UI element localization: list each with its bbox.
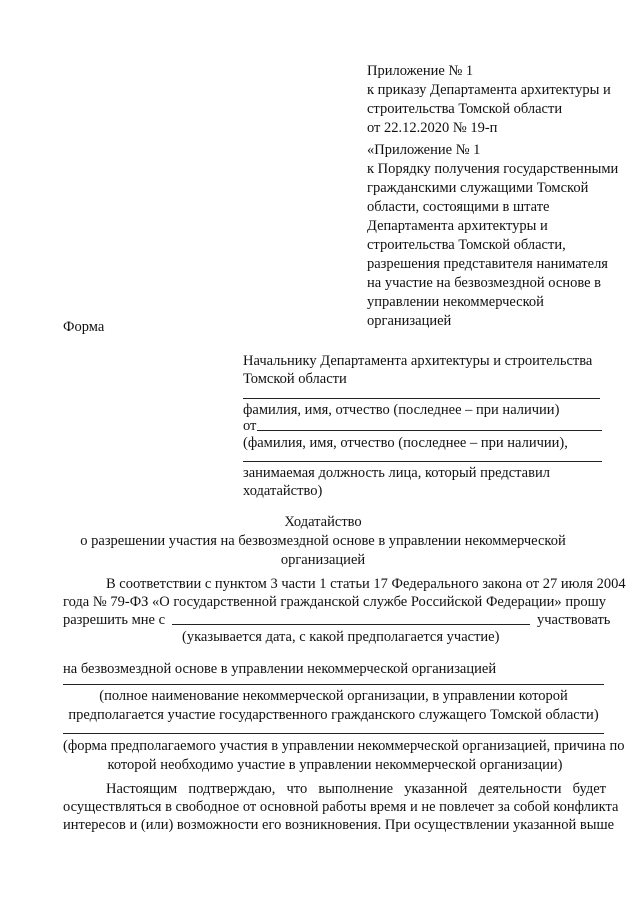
appendix-line: строительства Томской области (367, 101, 563, 117)
appendix-line: управлении некоммерческой (367, 294, 544, 310)
appendix-header (367, 62, 611, 138)
appendix-line: разрешения представителя нанимателя (367, 256, 608, 272)
appendix-line: области, состоящими в штате (367, 199, 550, 215)
body-line: участвовать (537, 612, 611, 628)
appendix-line: от 22.12.2020 № 19-п (367, 120, 498, 136)
body-line: на безвозмездной основе в управлении некоммерческой организацией (63, 661, 497, 677)
from-label: от (243, 418, 257, 434)
appendix-line: к приказу Департамента архитектуры и (367, 82, 611, 98)
field-hint-block (63, 687, 604, 725)
title-line: Ходатайство (284, 514, 362, 530)
form-label: Форма (63, 319, 105, 335)
appendix-line: Приложение № 1 (367, 63, 474, 79)
appendix-line: организацией (367, 313, 452, 329)
fill-line (63, 733, 604, 734)
fill-line (257, 430, 602, 431)
fill-line (243, 461, 602, 462)
appendix-line: «Приложение № 1 (367, 142, 481, 158)
field-hint: которой необходимо участие в управлении некоммерческой организации) (107, 757, 563, 773)
addressee-line: Томской области (243, 371, 347, 387)
field-hint: фамилия, имя, отчество (последнее – при наличии) (243, 402, 560, 418)
body-line: осуществляться в свободное от основной работы время и не повлечет за собой конфликта (63, 799, 619, 815)
field-hint: предполагается участие государственного гражданского служащего Томской области) (68, 707, 599, 723)
appendix-line: гражданскими служащими Томской (367, 180, 589, 196)
title-line: организацией (280, 552, 366, 568)
body-line: интересов и (или) возможности его возникновения. При осуществлении указанной выше (63, 817, 615, 833)
title-line: о разрешении участия на безвозмездной основе в управлении некоммерческой (80, 533, 566, 549)
appendix-line: к Порядку получения государственными (367, 161, 619, 177)
appendix-line: на участие на безвозмездной основе в (367, 275, 602, 291)
document-title (63, 513, 583, 570)
body-line: Настоящим подтверждаю, что выполнение указанной деятельности будет (106, 781, 606, 797)
field-hint-block (63, 737, 625, 775)
appendix-order-header (367, 141, 618, 331)
field-hint: ходатайство) (243, 483, 323, 499)
field-hint: (указывается дата, с какой предполагается участие) (182, 629, 500, 645)
fill-line (172, 624, 530, 625)
field-hint: (форма предполагаемого участия в управлении некоммерческой организацией, причина по (63, 738, 625, 754)
fill-line (243, 398, 600, 399)
appendix-line: строительства Томской области, (367, 237, 566, 253)
addressee-line: Начальнику Департамента архитектуры и строительства (243, 353, 593, 369)
appendix-line: Департамента архитектуры и (367, 218, 548, 234)
body-line: года № 79-ФЗ «О государственной гражданской службе Российской Федерации» прошу (63, 594, 606, 610)
body-line: В соответствии с пунктом 3 части 1 статьи 17 Федерального закона от 27 июля 2004 (106, 576, 626, 592)
field-hint: (полное наименование некоммерческой организации, в управлении которой (99, 688, 568, 704)
field-hint: (фамилия, имя, отчество (последнее – при наличии), (243, 435, 568, 451)
body-line: разрешить мне с (63, 612, 166, 628)
fill-line (63, 684, 604, 685)
field-hint: занимаемая должность лица, который представил (243, 465, 550, 481)
